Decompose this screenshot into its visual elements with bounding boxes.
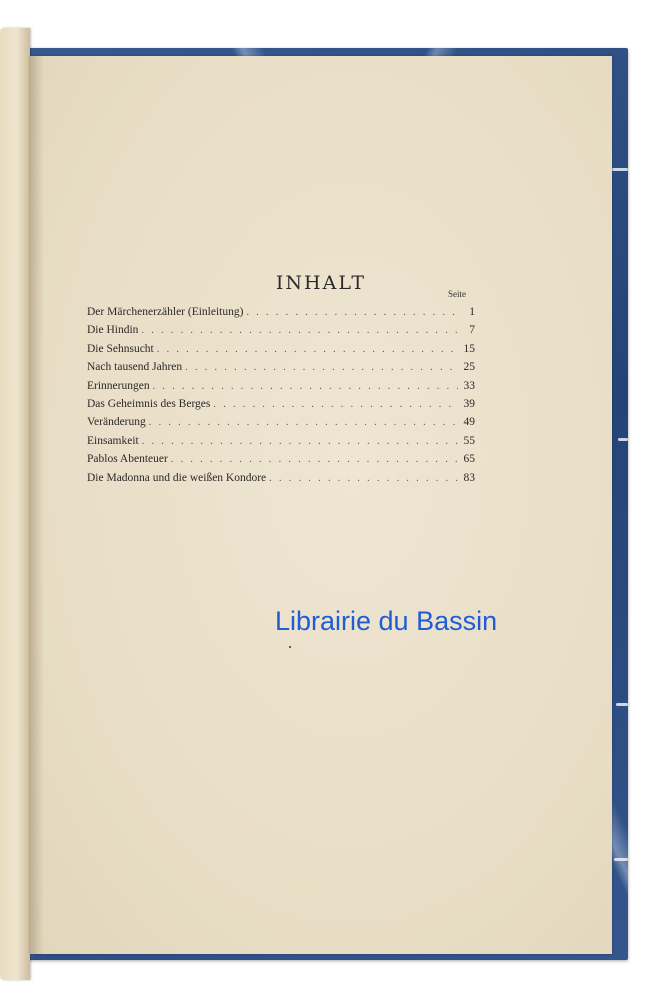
toc-entry-title: Nach tausend Jahren — [87, 361, 183, 374]
toc-entry-title: Das Geheimnis des Berges — [87, 397, 211, 410]
cover-marbling-streak — [612, 168, 628, 171]
toc-entry-page-number: 65 — [463, 453, 475, 466]
toc-leader-dots — [149, 414, 458, 431]
toc-entry — [87, 340, 475, 358]
toc-entry-title: Der Märchenerzähler (Einleitung) — [87, 306, 244, 318]
toc-leader-dots — [213, 396, 458, 413]
toc-leader-dots — [157, 341, 458, 358]
paper-speck — [289, 646, 291, 648]
watermark-text: Librairie du Bassin — [275, 606, 498, 636]
cover-marbling-streak — [616, 703, 628, 706]
toc-entry-title: Die Sehnsucht — [87, 342, 154, 355]
toc-leader-dots — [153, 378, 458, 395]
toc-entry — [87, 377, 475, 395]
toc-entry-title: Einsamkeit — [87, 434, 139, 447]
toc-entry-title: Erinnerungen — [87, 379, 150, 392]
cover-marbling-streak — [614, 858, 628, 861]
toc-leader-dots — [269, 470, 458, 487]
toc-entry-title: Pablos Abenteuer — [87, 453, 168, 466]
toc-leader-dots — [142, 433, 458, 450]
cover-marbling-streak — [618, 438, 628, 441]
toc-entry-page-number: 83 — [463, 471, 475, 484]
toc-entry-title: Veränderung — [87, 416, 146, 429]
left-page-edge — [0, 28, 30, 980]
toc-entry — [87, 413, 475, 431]
toc-entry — [87, 358, 475, 376]
toc-entry-page-number: 39 — [463, 397, 475, 410]
toc-entry-title: Die Hindin — [87, 324, 139, 337]
toc-entry-page-number: 25 — [463, 361, 475, 374]
toc-entry-page-number: 15 — [463, 342, 475, 355]
toc-list — [87, 303, 475, 487]
toc-leader-dots — [185, 359, 458, 376]
page-gutter-shadow — [30, 56, 44, 954]
toc-leader-dots — [246, 304, 458, 321]
toc-entry — [87, 303, 475, 321]
toc-entry — [87, 432, 475, 450]
toc-entry-page-number: 55 — [463, 434, 475, 447]
toc-entry — [87, 450, 475, 468]
toc-entry — [87, 395, 475, 413]
toc-entry — [87, 321, 475, 339]
toc-entry — [87, 469, 475, 487]
toc-leader-dots — [171, 451, 458, 468]
toc-entry-page-number: 1 — [469, 306, 475, 318]
page-column-label: Seite — [448, 289, 466, 299]
toc-entry-page-number: 33 — [463, 379, 475, 392]
toc-entry-page-number: 49 — [463, 416, 475, 429]
toc-entry-page-number: 7 — [469, 324, 475, 337]
book-page — [30, 56, 612, 954]
toc-leader-dots — [141, 322, 458, 339]
toc-title: INHALT — [275, 271, 367, 294]
toc-entry-title: Die Madonna und die weißen Kondore — [87, 471, 267, 484]
